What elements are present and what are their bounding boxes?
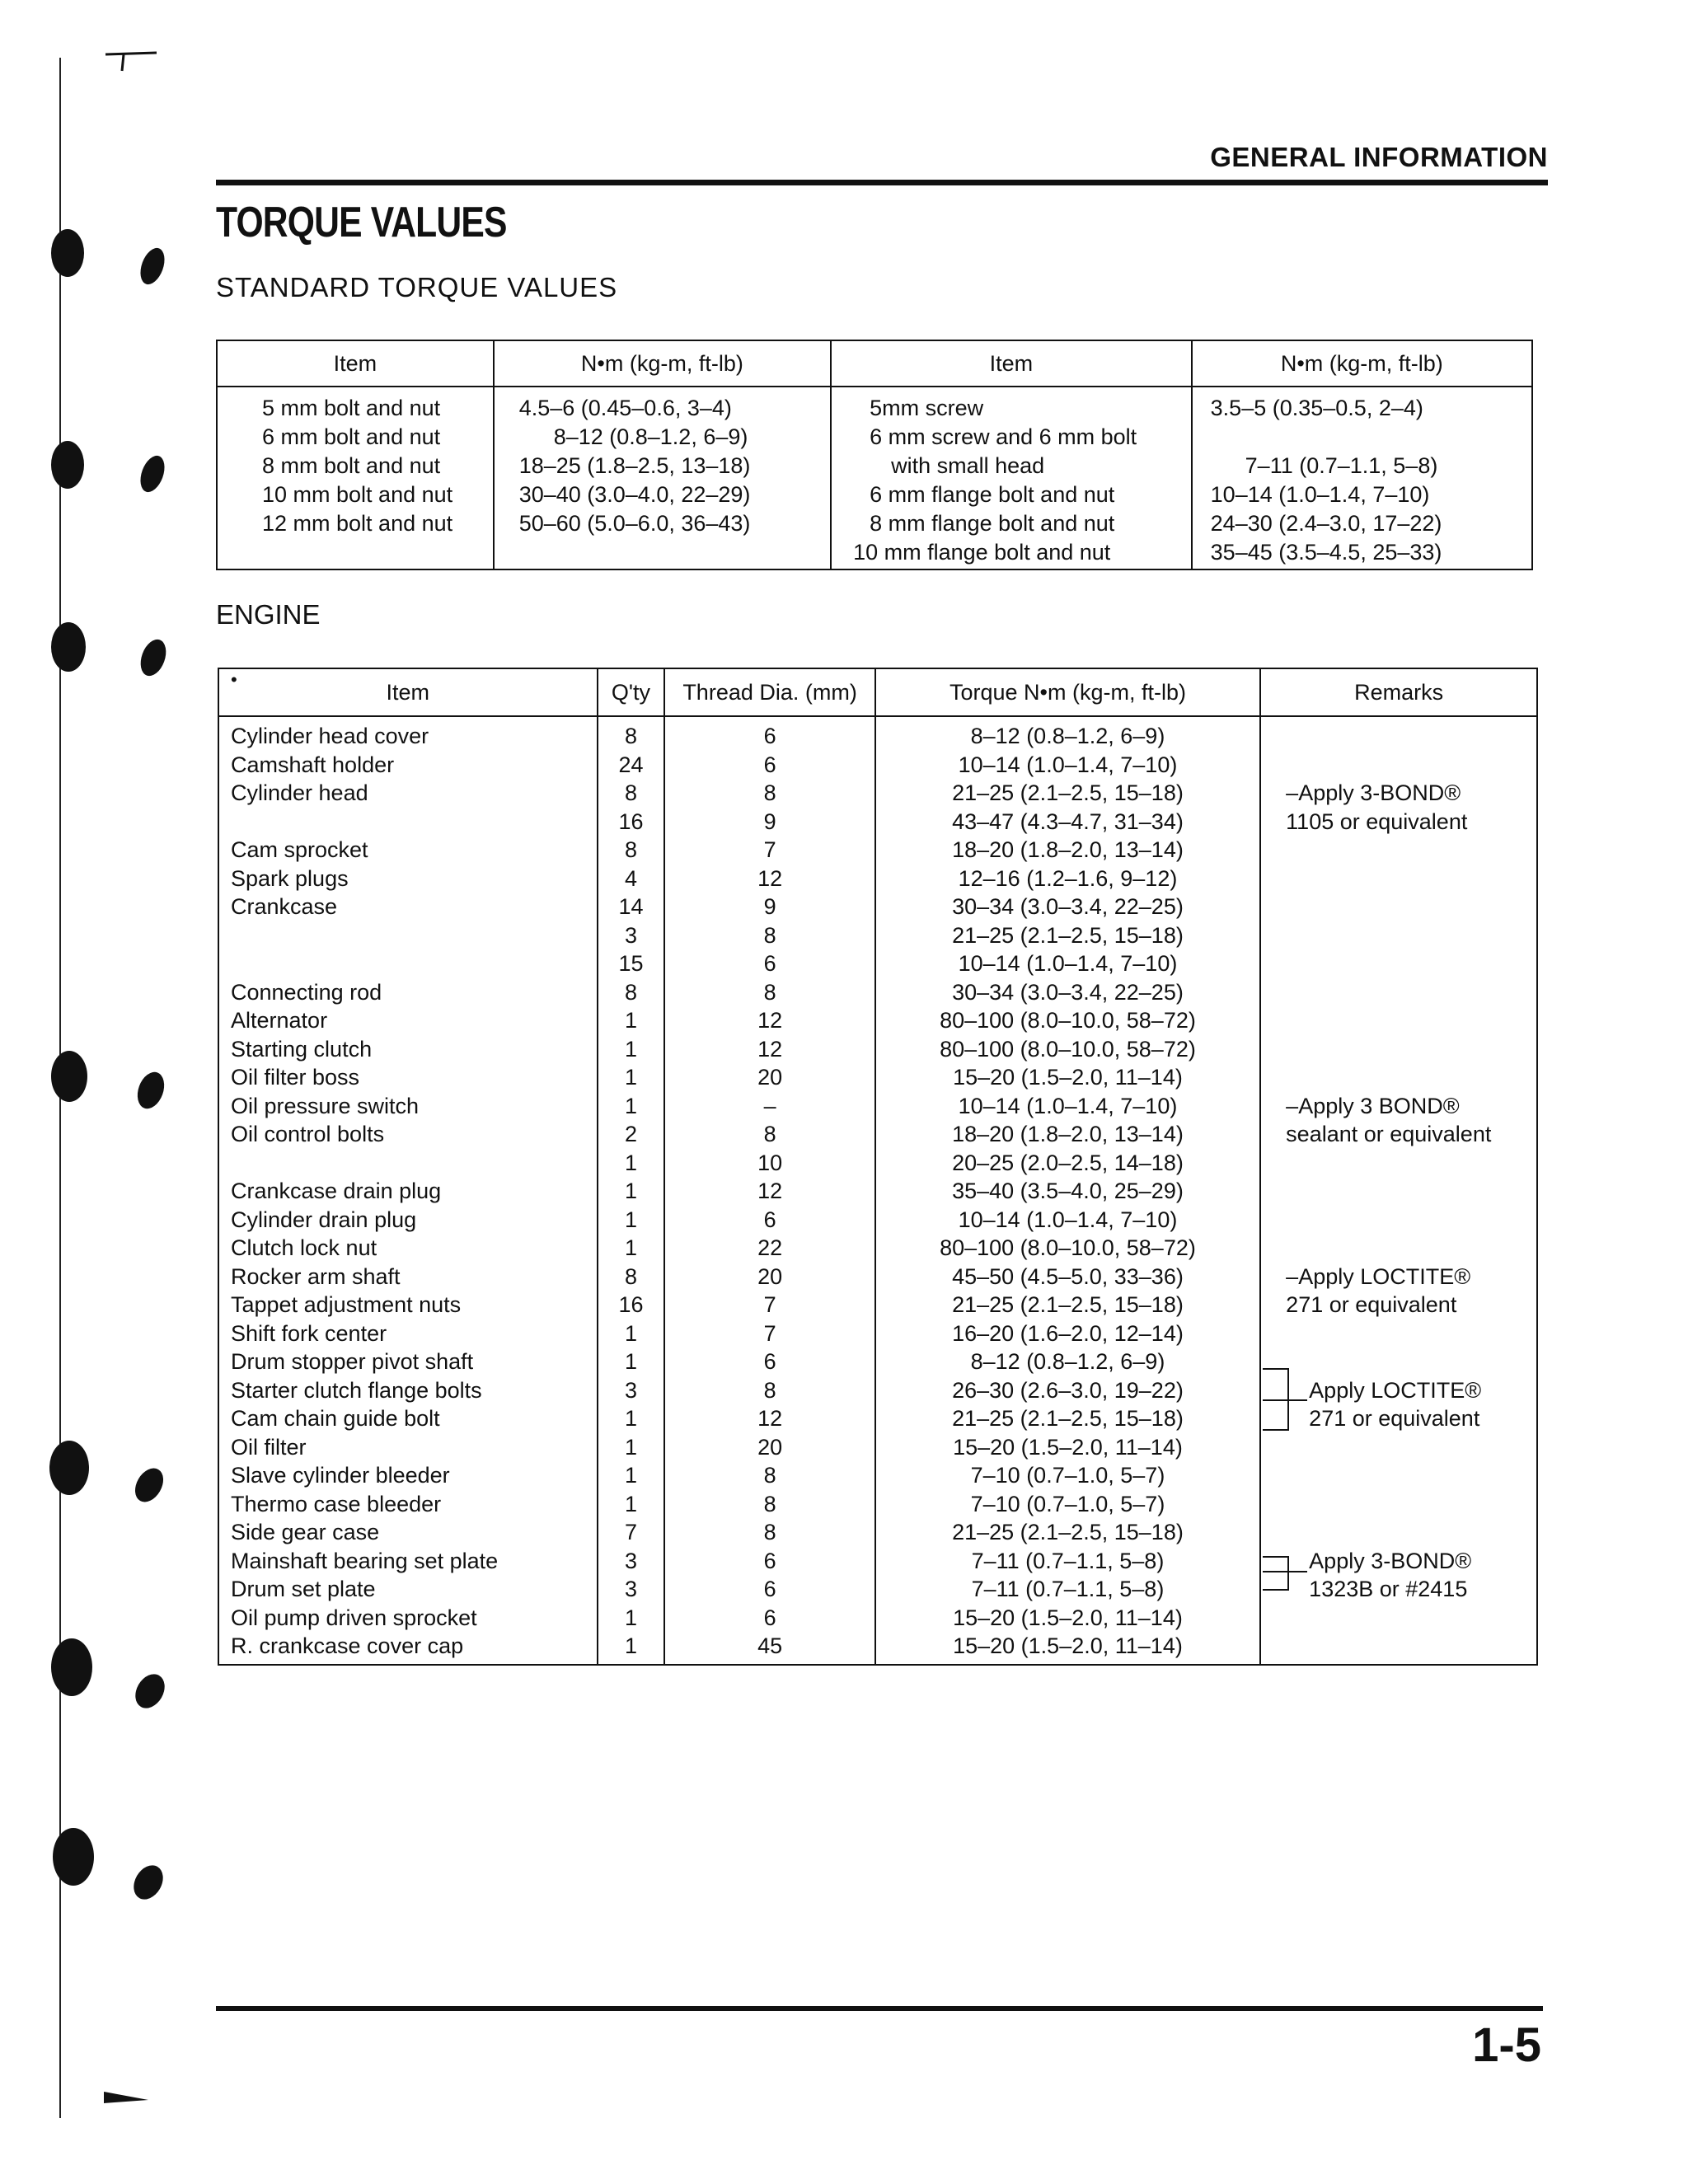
standard-torque-heading: STANDARD TORQUE VALUES bbox=[216, 272, 618, 302]
item-name: Tappet adjustment nuts bbox=[218, 1291, 598, 1319]
table-row bbox=[218, 1604, 1537, 1633]
page-number: 1-5 bbox=[1472, 2018, 1541, 2072]
item-name: Slave cylinder bleeder bbox=[218, 1461, 598, 1490]
quantity: 1 bbox=[598, 1234, 665, 1263]
thread-diameter: 8 bbox=[664, 921, 874, 950]
table-row bbox=[218, 978, 1537, 1007]
standard-torque-table bbox=[216, 340, 1533, 570]
thread-diameter: 9 bbox=[664, 808, 874, 837]
item-name bbox=[218, 808, 598, 837]
right-values-cell bbox=[1192, 387, 1532, 569]
torque-value: 10–14 (1.0–1.4, 7–10) bbox=[1210, 482, 1430, 507]
thread-diameter: 7 bbox=[664, 1319, 874, 1348]
torque-value: 50–60 (5.0–6.0, 36–43) bbox=[518, 511, 751, 536]
torque-value: 10–14 (1.0–1.4, 7–10) bbox=[875, 949, 1260, 978]
quantity: 2 bbox=[598, 1120, 665, 1149]
quantity: 8 bbox=[598, 836, 665, 865]
table-row bbox=[218, 1518, 1537, 1547]
thread-diameter: 8 bbox=[664, 1461, 874, 1490]
remarks: sealant or equivalent bbox=[1260, 1120, 1537, 1149]
item-label: 10 mm flange bolt and nut bbox=[853, 540, 1111, 565]
column-header bbox=[218, 668, 598, 716]
torque-value: 18–20 (1.8–2.0, 13–14) bbox=[875, 1120, 1260, 1149]
item-name: Oil filter boss bbox=[218, 1063, 598, 1092]
torque-value: 24–30 (2.4–3.0, 17–22) bbox=[1210, 511, 1442, 536]
quantity: 8 bbox=[598, 1263, 665, 1291]
right-items-cell bbox=[831, 387, 1192, 569]
column-header: N•m (kg-m, ft-lb) bbox=[1192, 340, 1532, 387]
table-row bbox=[218, 1234, 1537, 1263]
thread-diameter: 8 bbox=[664, 978, 874, 1007]
page-title: TORQUE VALUES bbox=[216, 199, 507, 246]
torque-value: 21–25 (2.1–2.5, 15–18) bbox=[875, 1518, 1260, 1547]
remarks: –Apply 3 BOND® bbox=[1260, 1092, 1537, 1121]
remarks bbox=[1260, 921, 1537, 950]
item-name: Oil pressure switch bbox=[218, 1092, 598, 1121]
remarks bbox=[1260, 949, 1537, 978]
item-name: Drum stopper pivot shaft bbox=[218, 1347, 598, 1376]
thread-diameter: 6 bbox=[664, 1206, 874, 1235]
engine-table-body bbox=[218, 716, 1537, 1665]
quantity: 3 bbox=[598, 1376, 665, 1405]
item-name: Cylinder drain plug bbox=[218, 1206, 598, 1235]
table-row bbox=[218, 1263, 1537, 1291]
torque-value: 30–40 (3.0–4.0, 22–29) bbox=[518, 482, 751, 507]
quantity: 1 bbox=[598, 1177, 665, 1206]
table-row bbox=[218, 808, 1537, 837]
remarks: –Apply LOCTITE® bbox=[1260, 1263, 1537, 1291]
remarks: Apply 3-BOND® bbox=[1260, 1547, 1537, 1576]
table-row bbox=[218, 1490, 1537, 1519]
item-label: 12 mm bolt and nut bbox=[262, 511, 453, 536]
quantity: 24 bbox=[598, 751, 665, 780]
table-row bbox=[218, 1433, 1537, 1462]
table-row bbox=[218, 1006, 1537, 1035]
item-name: Starter clutch flange bolts bbox=[218, 1376, 598, 1405]
column-header: N•m (kg-m, ft-lb) bbox=[494, 340, 831, 387]
thread-diameter: 6 bbox=[664, 1347, 874, 1376]
item-name: Thermo case bleeder bbox=[218, 1490, 598, 1519]
item-name: Side gear case bbox=[218, 1518, 598, 1547]
item-name: Connecting rod bbox=[218, 978, 598, 1007]
remarks bbox=[1260, 1035, 1537, 1064]
thread-diameter: 8 bbox=[664, 1376, 874, 1405]
quantity: 14 bbox=[598, 893, 665, 921]
torque-value: 3.5–5 (0.35–0.5, 2–4) bbox=[1210, 396, 1423, 420]
quantity: 1 bbox=[598, 1604, 665, 1633]
remark-bracket bbox=[1263, 1556, 1289, 1591]
table-row bbox=[218, 1177, 1537, 1206]
thread-diameter: 9 bbox=[664, 893, 874, 921]
table-row bbox=[218, 1035, 1537, 1064]
item-label: 8 mm bolt and nut bbox=[262, 453, 441, 478]
remarks bbox=[1260, 1632, 1537, 1665]
torque-value: 16–20 (1.6–2.0, 12–14) bbox=[875, 1319, 1260, 1348]
thread-diameter: 8 bbox=[664, 1518, 874, 1547]
thread-diameter: 12 bbox=[664, 1404, 874, 1433]
item-name: Drum set plate bbox=[218, 1575, 598, 1604]
torque-value: 21–25 (2.1–2.5, 15–18) bbox=[875, 1291, 1260, 1319]
torque-value: 21–25 (2.1–2.5, 15–18) bbox=[875, 1404, 1260, 1433]
table-row bbox=[218, 1092, 1537, 1121]
thread-diameter: 6 bbox=[664, 1547, 874, 1576]
item-name bbox=[218, 949, 598, 978]
table-row bbox=[218, 893, 1537, 921]
remarks bbox=[1260, 1490, 1537, 1519]
item-name: Oil control bolts bbox=[218, 1120, 598, 1149]
remarks: Apply LOCTITE® bbox=[1260, 1376, 1537, 1405]
remark-bracket-tick bbox=[1263, 1399, 1307, 1401]
quantity: 1 bbox=[598, 1347, 665, 1376]
quantity: 1 bbox=[598, 1632, 665, 1665]
remarks: 1323B or #2415 bbox=[1260, 1575, 1537, 1604]
thread-diameter: 6 bbox=[664, 751, 874, 780]
quantity: 1 bbox=[598, 1063, 665, 1092]
quantity: 16 bbox=[598, 808, 665, 837]
torque-value: 15–20 (1.5–2.0, 11–14) bbox=[875, 1433, 1260, 1462]
remarks bbox=[1260, 1518, 1537, 1547]
item-name: Starting clutch bbox=[218, 1035, 598, 1064]
torque-value: 8–12 (0.8–1.2, 6–9) bbox=[875, 716, 1260, 751]
torque-value: 18–20 (1.8–2.0, 13–14) bbox=[875, 836, 1260, 865]
table-row bbox=[218, 779, 1537, 808]
torque-value bbox=[1211, 423, 1531, 452]
quantity: 1 bbox=[598, 1006, 665, 1035]
remarks bbox=[1260, 1347, 1537, 1376]
torque-value: 21–25 (2.1–2.5, 15–18) bbox=[875, 921, 1260, 950]
torque-value: 15–20 (1.5–2.0, 11–14) bbox=[875, 1632, 1260, 1665]
torque-value: 20–25 (2.0–2.5, 14–18) bbox=[875, 1149, 1260, 1178]
item-name: Cam sprocket bbox=[218, 836, 598, 865]
quantity: 8 bbox=[598, 978, 665, 1007]
table-row bbox=[218, 1149, 1537, 1178]
item-name: Clutch lock nut bbox=[218, 1234, 598, 1263]
thread-diameter: 20 bbox=[664, 1263, 874, 1291]
thread-diameter: 6 bbox=[664, 1575, 874, 1604]
thread-diameter: 12 bbox=[664, 1177, 874, 1206]
item-label: with small head bbox=[891, 453, 1045, 478]
torque-value: 30–34 (3.0–3.4, 22–25) bbox=[875, 893, 1260, 921]
quantity: 8 bbox=[598, 716, 665, 751]
torque-value: 7–11 (0.7–1.1, 5–8) bbox=[875, 1575, 1260, 1604]
thread-diameter: 8 bbox=[664, 779, 874, 808]
torque-value: 21–25 (2.1–2.5, 15–18) bbox=[875, 779, 1260, 808]
remarks bbox=[1260, 1149, 1537, 1178]
table-row bbox=[218, 716, 1537, 751]
torque-value: 7–10 (0.7–1.0, 5–7) bbox=[875, 1461, 1260, 1490]
thread-diameter: 6 bbox=[664, 716, 874, 751]
table-header-row bbox=[218, 668, 1537, 716]
engine-heading: ENGINE bbox=[216, 599, 321, 630]
thread-diameter: 20 bbox=[664, 1063, 874, 1092]
item-name: Cam chain guide bolt bbox=[218, 1404, 598, 1433]
table-row bbox=[218, 1206, 1537, 1235]
column-header-label: Item bbox=[386, 679, 430, 705]
column-header: Q'ty bbox=[598, 668, 665, 716]
thread-diameter: 6 bbox=[664, 949, 874, 978]
table-row bbox=[218, 865, 1537, 893]
item-label: 8 mm flange bolt and nut bbox=[870, 511, 1115, 536]
footer-rule bbox=[216, 2006, 1543, 2011]
table-row bbox=[218, 1291, 1537, 1319]
torque-value: 10–14 (1.0–1.4, 7–10) bbox=[875, 751, 1260, 780]
torque-value: 7–11 (0.7–1.1, 5–8) bbox=[1245, 453, 1438, 478]
table-row bbox=[218, 1575, 1537, 1604]
torque-value: 12–16 (1.2–1.6, 9–12) bbox=[875, 865, 1260, 893]
torque-value: 7–11 (0.7–1.1, 5–8) bbox=[875, 1547, 1260, 1576]
thread-diameter: 8 bbox=[664, 1490, 874, 1519]
thread-diameter: 12 bbox=[664, 1006, 874, 1035]
item-label: 6 mm flange bolt and nut bbox=[870, 482, 1115, 507]
quantity: 7 bbox=[598, 1518, 665, 1547]
quantity: 1 bbox=[598, 1149, 665, 1178]
remarks bbox=[1260, 1063, 1537, 1092]
item-name: Cylinder head cover bbox=[218, 716, 598, 751]
torque-value: 35–40 (3.5–4.0, 25–29) bbox=[875, 1177, 1260, 1206]
corner-mark-bottom bbox=[99, 2085, 165, 2110]
column-header: Torque N•m (kg-m, ft-lb) bbox=[875, 668, 1260, 716]
quantity: 8 bbox=[598, 779, 665, 808]
table-row bbox=[218, 1632, 1537, 1665]
engine-torque-table bbox=[218, 668, 1538, 1666]
remarks bbox=[1260, 1006, 1537, 1035]
torque-value: 80–100 (8.0–10.0, 58–72) bbox=[875, 1234, 1260, 1263]
torque-value: 80–100 (8.0–10.0, 58–72) bbox=[875, 1006, 1260, 1035]
torque-value: 15–20 (1.5–2.0, 11–14) bbox=[875, 1063, 1260, 1092]
item-name: Cylinder head bbox=[218, 779, 598, 808]
remarks bbox=[1260, 978, 1537, 1007]
column-header: Thread Dia. (mm) bbox=[664, 668, 874, 716]
remarks: 271 or equivalent bbox=[1260, 1291, 1537, 1319]
section-header: GENERAL INFORMATION bbox=[1210, 142, 1548, 172]
quantity: 1 bbox=[598, 1461, 665, 1490]
thread-diameter: 7 bbox=[664, 836, 874, 865]
torque-value: 10–14 (1.0–1.4, 7–10) bbox=[875, 1092, 1260, 1121]
item-name: R. crankcase cover cap bbox=[218, 1632, 598, 1665]
quantity: 1 bbox=[598, 1092, 665, 1121]
remarks bbox=[1260, 1433, 1537, 1462]
item-name: Crankcase drain plug bbox=[218, 1177, 598, 1206]
column-header: Remarks bbox=[1260, 668, 1537, 716]
torque-value: 15–20 (1.5–2.0, 11–14) bbox=[875, 1604, 1260, 1633]
remarks: 1105 or equivalent bbox=[1260, 808, 1537, 837]
quantity: 3 bbox=[598, 921, 665, 950]
item-name: Mainshaft bearing set plate bbox=[218, 1547, 598, 1576]
item-name: Oil pump driven sprocket bbox=[218, 1604, 598, 1633]
item-label: 5mm screw bbox=[870, 396, 984, 420]
quantity: 1 bbox=[598, 1035, 665, 1064]
torque-value: 45–50 (4.5–5.0, 33–36) bbox=[875, 1263, 1260, 1291]
remarks bbox=[1260, 1604, 1537, 1633]
item-name bbox=[218, 1149, 598, 1178]
thread-diameter: 45 bbox=[664, 1632, 874, 1665]
left-values-cell bbox=[494, 387, 831, 569]
thread-diameter: 8 bbox=[664, 1120, 874, 1149]
table-row bbox=[218, 1376, 1537, 1405]
left-items-cell bbox=[217, 387, 494, 569]
torque-value: 30–34 (3.0–3.4, 22–25) bbox=[875, 978, 1260, 1007]
table-row bbox=[218, 1547, 1537, 1576]
item-name: Alternator bbox=[218, 1006, 598, 1035]
thread-diameter: 10 bbox=[664, 1149, 874, 1178]
thread-diameter: 12 bbox=[664, 1035, 874, 1064]
table-row bbox=[218, 1461, 1537, 1490]
quantity: 1 bbox=[598, 1206, 665, 1235]
item-label: 5 mm bolt and nut bbox=[262, 396, 441, 420]
table-row bbox=[218, 1120, 1537, 1149]
remarks bbox=[1260, 1234, 1537, 1263]
item-label: 6 mm screw and 6 mm bolt bbox=[870, 424, 1137, 449]
item-name: Rocker arm shaft bbox=[218, 1263, 598, 1291]
item-label: 6 mm bolt and nut bbox=[262, 424, 441, 449]
table-row bbox=[218, 921, 1537, 950]
header-rule bbox=[216, 180, 1548, 185]
torque-value: 26–30 (2.6–3.0, 19–22) bbox=[875, 1376, 1260, 1405]
thread-diameter: – bbox=[664, 1092, 874, 1121]
column-header: Item bbox=[831, 340, 1192, 387]
quantity: 1 bbox=[598, 1433, 665, 1462]
remarks: 271 or equivalent bbox=[1260, 1404, 1537, 1433]
item-name: Shift fork center bbox=[218, 1319, 598, 1348]
quantity: 1 bbox=[598, 1404, 665, 1433]
table-row bbox=[218, 1404, 1537, 1433]
item-name: Spark plugs bbox=[218, 865, 598, 893]
remarks bbox=[1260, 865, 1537, 893]
torque-value: 35–45 (3.5–4.5, 25–33) bbox=[1210, 540, 1442, 565]
thread-diameter: 7 bbox=[664, 1291, 874, 1319]
quantity: 3 bbox=[598, 1575, 665, 1604]
torque-value: 10–14 (1.0–1.4, 7–10) bbox=[875, 1206, 1260, 1235]
quantity: 3 bbox=[598, 1547, 665, 1576]
item-name: Oil filter bbox=[218, 1433, 598, 1462]
thread-diameter: 20 bbox=[664, 1433, 874, 1462]
item-name: Crankcase bbox=[218, 893, 598, 921]
torque-value: 8–12 (0.8–1.2, 6–9) bbox=[875, 1347, 1260, 1376]
torque-value: 4.5–6 (0.45–0.6, 3–4) bbox=[518, 396, 732, 420]
remarks: –Apply 3-BOND® bbox=[1260, 779, 1537, 808]
item-label: 10 mm bolt and nut bbox=[262, 482, 453, 507]
header-bullet: • bbox=[231, 669, 237, 690]
corner-mark-top bbox=[99, 48, 165, 73]
remark-bracket-tick bbox=[1263, 1571, 1307, 1572]
remarks bbox=[1260, 751, 1537, 780]
quantity: 15 bbox=[598, 949, 665, 978]
torque-value: 18–25 (1.8–2.5, 13–18) bbox=[518, 453, 751, 478]
torque-value: 43–47 (4.3–4.7, 31–34) bbox=[875, 808, 1260, 837]
remarks bbox=[1260, 1319, 1537, 1348]
thread-diameter: 12 bbox=[664, 865, 874, 893]
column-header: Item bbox=[217, 340, 494, 387]
quantity: 1 bbox=[598, 1319, 665, 1348]
remarks bbox=[1260, 716, 1537, 751]
remarks bbox=[1260, 1206, 1537, 1235]
table-header-row bbox=[217, 340, 1532, 387]
quantity: 4 bbox=[598, 865, 665, 893]
table-row bbox=[218, 836, 1537, 865]
table-row bbox=[218, 949, 1537, 978]
thread-diameter: 6 bbox=[664, 1604, 874, 1633]
remarks bbox=[1260, 836, 1537, 865]
quantity: 1 bbox=[598, 1490, 665, 1519]
table-row bbox=[218, 1319, 1537, 1348]
quantity: 16 bbox=[598, 1291, 665, 1319]
thread-diameter: 22 bbox=[664, 1234, 874, 1263]
remarks bbox=[1260, 1177, 1537, 1206]
table-row bbox=[217, 387, 1532, 569]
table-row bbox=[218, 1063, 1537, 1092]
table-row bbox=[218, 751, 1537, 780]
item-name bbox=[218, 921, 598, 950]
table-row bbox=[218, 1347, 1537, 1376]
remarks bbox=[1260, 893, 1537, 921]
torque-value: 7–10 (0.7–1.0, 5–7) bbox=[875, 1490, 1260, 1519]
remarks bbox=[1260, 1461, 1537, 1490]
item-name: Camshaft holder bbox=[218, 751, 598, 780]
torque-value: 80–100 (8.0–10.0, 58–72) bbox=[875, 1035, 1260, 1064]
torque-value: 8–12 (0.8–1.2, 6–9) bbox=[553, 424, 748, 449]
